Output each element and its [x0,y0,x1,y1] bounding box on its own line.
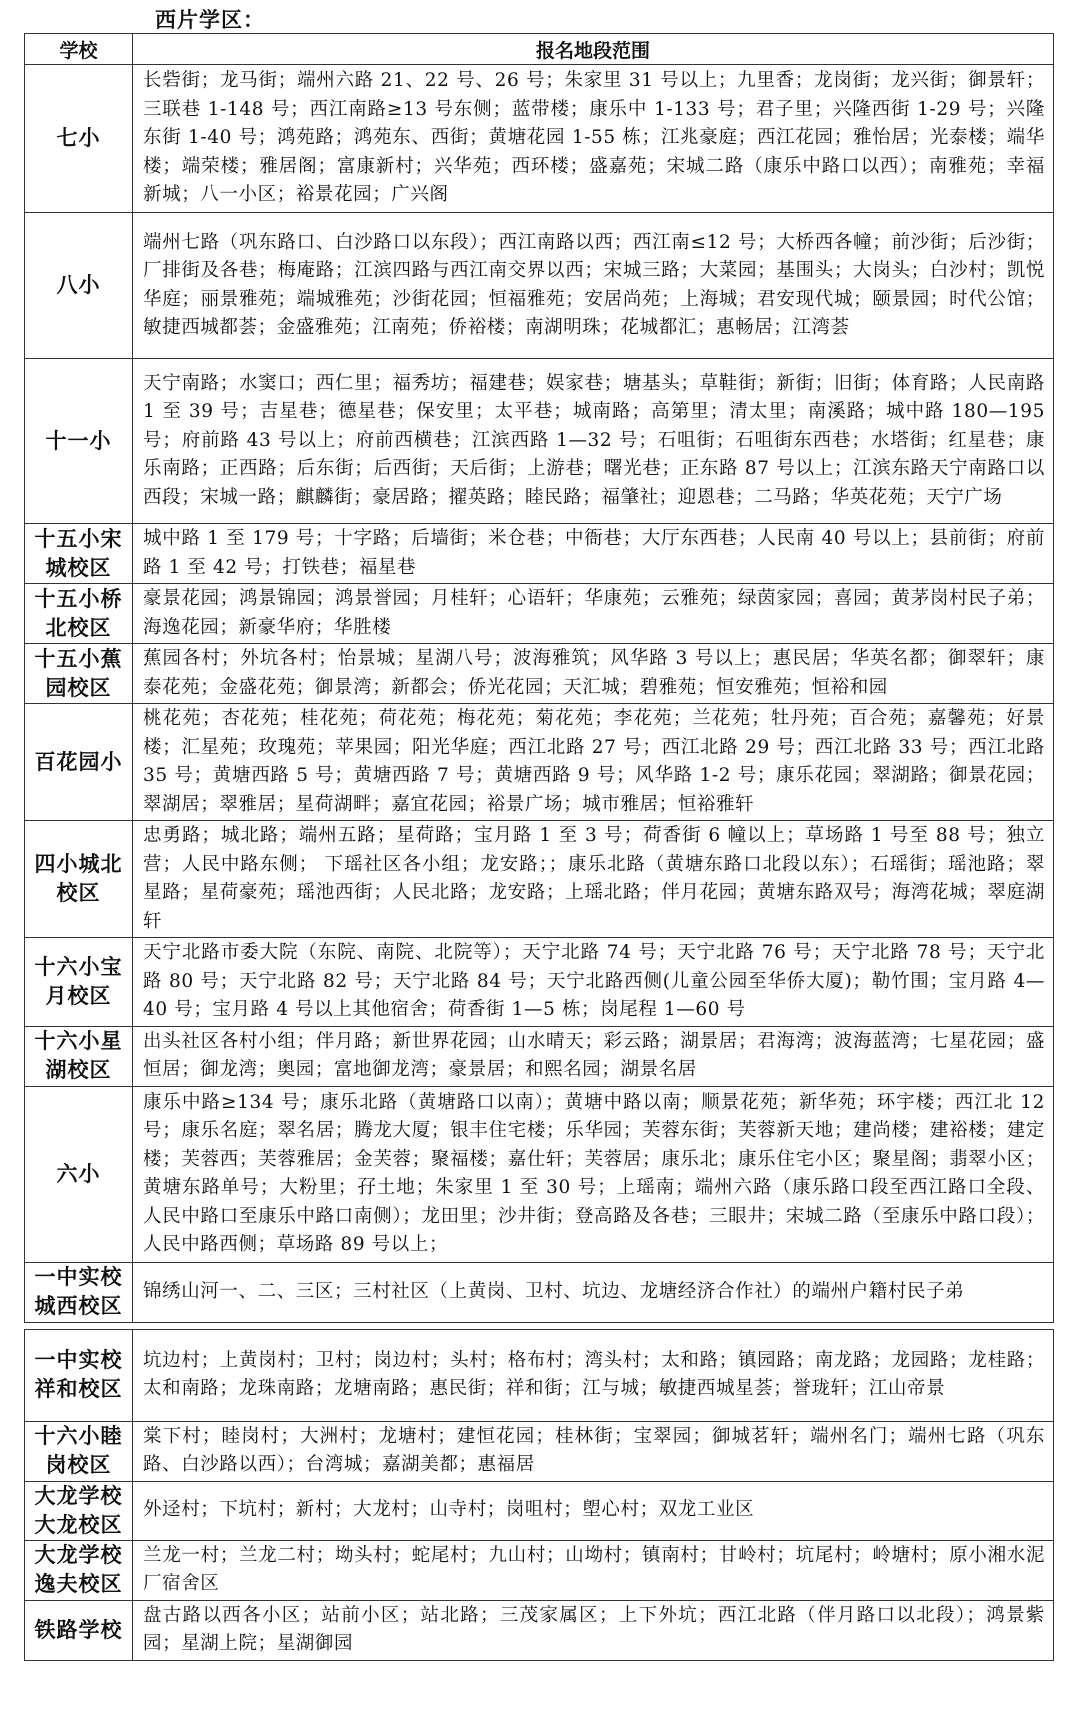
table-row [25,704,1054,821]
range-text: 蕉园各村；外坑各村；怡景城；星湖八号；波海雅筑；风华路 3 号以上；惠民居；华英名都；御翠轩；康泰花苑；金盛花苑；御景湾；新都会；侨光花园；天汇城；碧雅苑；恒安雅苑；恒裕和园 [133,644,1054,704]
school-name: 百花园小 [25,704,133,821]
table-row [25,1421,1054,1481]
table-row [25,1262,1054,1322]
range-text: 康乐中路≥134 号；康乐北路（黄塘路口以南）；黄塘中路以南；顺景花苑；新华苑；环宇楼；西江北 12 号；康乐名庭；翠名居；腾龙大厦；银丰住宅楼；乐华园；芙蓉东街；芙蓉新天地；建尚楼；建裕楼；建定楼；芙蓉西；芙蓉雅居；金芙蓉；聚福楼；嘉仕轩；芙蓉居；康乐北；康乐住宅小区；聚星阁；翡翠小区；黄塘东路单号；大粉里；孖土地；朱家里 1 至 30 号；上瑶南；端州六路（康乐路口段至西江路口全段、人民中路口至康乐中路口南侧）；龙田里；沙井街；登高路及各巷；三眼井；宋城二路（至康乐中路口段）；人民中路西侧；草场路 89 号以上； [133,1086,1054,1262]
range-text: 锦绣山河一、二、三区；三村社区（上黄岗、卫村、坑边、龙塘经济合作社）的端州户籍村民子弟 [133,1262,1054,1322]
school-name: 一中实校祥和校区 [25,1329,133,1421]
table-row [25,584,1054,644]
table-row [25,1329,1054,1421]
table-row [25,1026,1054,1086]
enrollment-zone-table [24,33,1054,1661]
range-text: 出头社区各村小组；伴月路；新世界花园；山水晴天；彩云路；湖景居；君海湾；波海蓝湾；七星花园；盛恒居；御龙湾；奥园；富地御龙湾；豪景居；和熙名园；湖景名居 [133,1026,1054,1086]
header-school: 学校 [25,34,133,65]
school-name: 十一小 [25,359,133,524]
school-name: 十五小桥北校区 [25,584,133,644]
table-header-row [25,34,1054,65]
table-row [25,1086,1054,1262]
school-name: 一中实校城西校区 [25,1262,133,1322]
school-name: 十五小蕉园校区 [25,644,133,704]
range-text: 忠勇路；城北路；端州五路；星荷路；宝月路 1 至 3 号；荷香街 6 幢以上；草场路 1 号至 88 号；独立营；人民中路东侧； 下瑶社区各小组；龙安路；；康乐北路（黄塘东路口北段以东）；石瑶街；瑶池路；翠星路；星荷豪苑；瑶池西街；人民北路；龙安路；上瑶北路；伴月花园；黄塘东路双号；海湾花城；翠庭湖轩 [133,821,1054,938]
table-row [25,213,1054,359]
table-row [25,938,1054,1027]
range-text: 外迳村；下坑村；新村；大龙村；山寺村；岗咀村；塱心村；双龙工业区 [133,1481,1054,1540]
school-name: 大龙学校逸夫校区 [25,1540,133,1600]
school-name: 八小 [25,213,133,359]
school-name: 七小 [25,65,133,213]
table-row [25,65,1054,213]
school-name: 四小城北校区 [25,821,133,938]
school-name: 十六小睦岗校区 [25,1421,133,1481]
school-name: 十六小星湖校区 [25,1026,133,1086]
range-text: 天宁南路；水窦口；西仁里；福秀坊；福建巷；娱家巷；塘基头；草鞋街；新街；旧街；体育路；人民南路 1 至 39 号；吉星巷；德星巷；保安里；太平巷；城南路；高第里；清太里；南溪路；城中路 180—195 号；府前路 43 号以上；府前西横巷；江滨西路 1—32 号；石咀街；石咀街东西巷；水塔街；红星巷；康乐南路；正西路；后东街；后西街；天后街；上游巷；曙光巷；正东路 87 号以上；江滨东路天宁南路口以西段；宋城一路；麒麟街；豪居路；擢英路；睦民路；福肇社；迎恩巷；二马路；华英花苑；天宁广场 [133,359,1054,524]
table-row [25,1481,1054,1540]
table-row [25,644,1054,704]
table-row [25,821,1054,938]
range-text: 长砦街；龙马街；端州六路 21、22 号、26 号；朱家里 31 号以上；九里香；龙岗街；龙兴街；御景轩；三联巷 1-148 号；西江南路≥13 号东侧；蓝带楼；康乐中 1-133 号；君子里；兴隆西街 1-29 号；兴隆东街 1-40 号；鸿苑路；鸿苑东、西街；黄塘花园 1-55 栋；江兆豪庭；西江花园；雅怡居；光泰楼；端华楼；端荣楼；雅居阁；富康新村；兴华苑；西环楼；盛嘉苑；宋城二路（康乐中路口以西）；南雅苑；幸福新城；八一小区；裕景花园；广兴阁 [133,65,1054,213]
range-text: 棠下村；睦岗村；大洲村；龙塘村；建恒花园；桂林街；宝翠园；御城茗轩；端州名门；端州七路（巩东路、白沙路以西）；台湾城；嘉湖美都；惠福居 [133,1421,1054,1481]
section-title: 西片学区： [155,8,265,32]
range-text: 城中路 1 至 179 号；十字路；后墙街；米仓巷；中衙巷；大厅东西巷；人民南 40 号以上；县前街；府前路 1 至 42 号；打铁巷；福星巷 [133,524,1054,584]
header-range: 报名地段范围 [133,34,1054,65]
range-text: 端州七路（巩东路口、白沙路口以东段）；西江南路以西；西江南≤12 号；大桥西各幢；前沙街；后沙街；厂排街及各巷；梅庵路；江滨四路与西江南交界以西；宋城三路；大菜园；基围头；大岗头；白沙村；凯悦华庭；丽景雅苑；端城雅苑；沙街花园；恒福雅苑；安居尚苑；上海城；君安现代城；颐景园；时代公馆；敏捷西城都荟；金盛雅苑；江南苑；侨裕楼；南湖明珠；花城都汇；惠畅居；江湾荟 [133,213,1054,359]
school-name: 十六小宝月校区 [25,938,133,1027]
school-name: 六小 [25,1086,133,1262]
range-text: 盘古路以西各小区；站前小区；站北路；三茂家属区；上下外坑；西江北路（伴月路口以北段）；鸿景紫园；星湖上院；星湖御园 [133,1600,1054,1660]
range-text: 天宁北路市委大院（东院、南院、北院等）；天宁北路 74 号；天宁北路 76 号；天宁北路 78 号；天宁北路 80 号；天宁北路 82 号；天宁北路 84 号；天宁北路西侧(儿童公园至华侨大厦)；勒竹围；宝月路 4—40 号；宝月路 4 号以上其他宿舍；荷香街 1—5 栋；岗尾程 1—60 号 [133,938,1054,1027]
school-name: 铁路学校 [25,1600,133,1660]
table-row [25,1540,1054,1600]
school-name: 大龙学校大龙校区 [25,1481,133,1540]
table-row [25,359,1054,524]
range-text: 桃花苑；杏花苑；桂花苑；荷花苑；梅花苑；菊花苑；李花苑；兰花苑；牡丹苑；百合苑；嘉馨苑；好景楼；汇星苑；玫瑰苑；苹果园；阳光华庭；西江北路 27 号；西江北路 29 号；西江北路 33 号；西江北路 35 号；黄塘西路 5 号；黄塘西路 7 号；黄塘西路 9 号；风华路 1-2 号；康乐花园；翠湖路；御景花园；翠湖居；翠雅居；星荷湖畔；嘉宜花园；裕景广场；城市雅居；恒裕雅轩 [133,704,1054,821]
table-row [25,1600,1054,1660]
table-row [25,524,1054,584]
range-text: 兰龙一村；兰龙二村；坳头村；蛇尾村；九山村；山坳村；镇南村；甘岭村；坑尾村；岭塘村；原小湘水泥厂宿舍区 [133,1540,1054,1600]
range-text: 坑边村；上黄岗村；卫村；岗边村；头村；格布村；湾头村；太和路；镇园路；南龙路；龙园路；龙桂路；太和南路；龙珠南路；龙塘南路；惠民街；祥和街；江与城；敏捷西城星荟；誉珑轩；江山帝景 [133,1329,1054,1421]
school-name: 十五小宋城校区 [25,524,133,584]
range-text: 豪景花园；鸿景锦园；鸿景誉园；月桂轩；心语轩；华康苑；云雅苑；绿茵家园；喜园；黄茅岗村民子弟；海逸花园；新豪华府；华胜楼 [133,584,1054,644]
table-gap [25,1322,1054,1329]
